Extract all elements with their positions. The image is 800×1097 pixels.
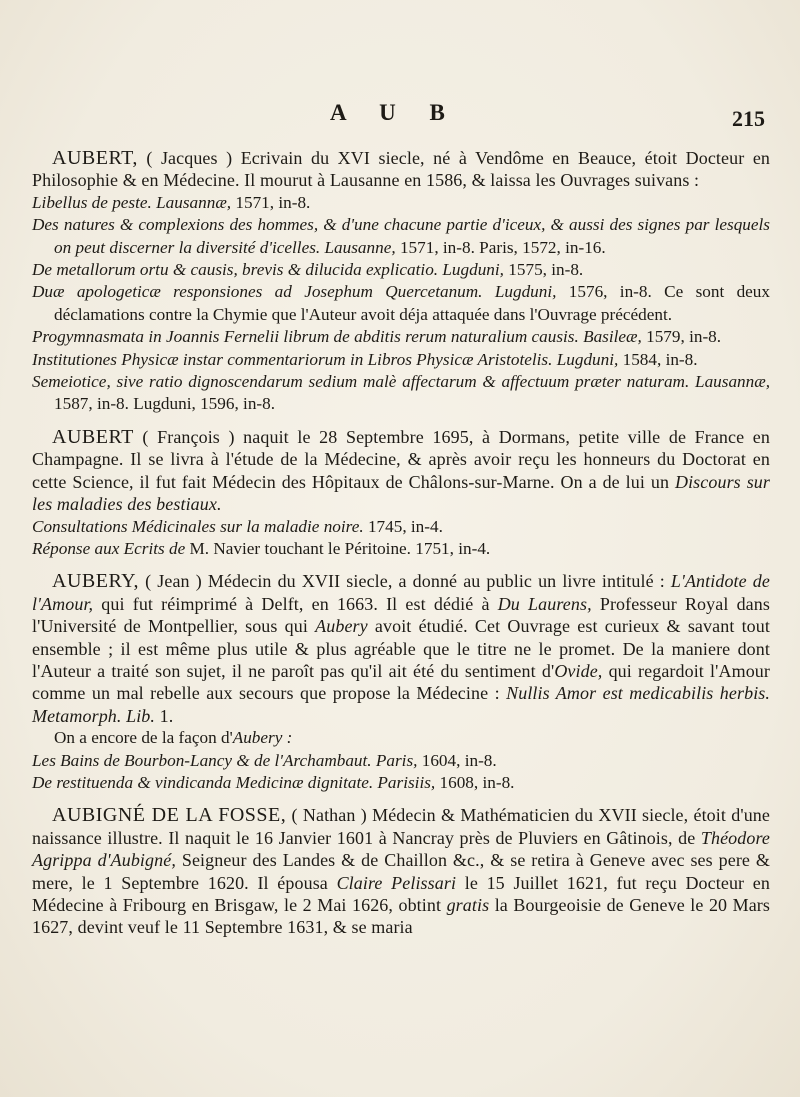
work-item: De metallorum ortu & causis, brevis & dilucida explicatio. Lugduni, 1575, in-8. — [32, 260, 584, 280]
work-item: Libellus de peste. Lausannæ, 1571, in-8. — [32, 192, 311, 212]
entry-lead: AUBERT, ( Jacques ) Ecrivain du XVI siecle, né à Vendôme en Beauce, étoit Docteur en Philosophie & en Médecine. Il mourut à Lausanne en 1586, & laissa les Ouvrages suivans : — [32, 147, 771, 191]
work-item: Réponse aux Ecrits de M. Navier touchant le Péritoine. 1751, in-4. — [32, 538, 491, 558]
work-item: Les Bains de Bourbon-Lancy & de l'Archambaut. Paris, 1604, in-8. — [32, 750, 497, 770]
entry-lead: AUBERY, ( Jean ) Médecin du XVII siecle, a donné au public un livre intitulé : L'Antidote de l'Amour, qui fut réimprimé à Delft, en 1663. Il est dédié à Du Laurens, Professeur Royal dans l'Université de Montpellier, sous qui Aubery avoit étudié. Cet Ouvrage est curieux & savant tout ensemble ; il est même plus utile & plus agréable que le titre ne le promet. De la maniere dont l'Auteur a traité son sujet, il ne paroît pas qu'il ait été du sentiment d'Ovide, qui regardoit l'Amour comme un mal rebelle aux secours que propose la Médecine : Nullis Amor est medicabilis herbis. Metamorph. Lib. 1. — [32, 570, 770, 726]
work-item: Progymnasmata in Joannis Fernelii librum de abditis rerum naturalium causis. Basileæ, 1579, in-8. — [32, 327, 722, 347]
page-header — [0, 100, 800, 140]
entry-name: AUBIGNÉ DE LA FOSSE, — [52, 804, 287, 827]
entry-note: On a encore de la façon d'Aubery : — [54, 728, 293, 748]
entry-name: AUBERT, — [52, 147, 138, 169]
work-item: Institutiones Physicæ instar commentariorum in Libros Physicæ Aristotelis. Lugduni, 1584, in-8. — [32, 349, 698, 369]
entry-lead: AUBIGNÉ DE LA FOSSE, ( Nathan ) Médecin & Mathématicien du XVII siecle, étoit d'une naissance illustre. Il naquit le 16 Janvier 1601 à Nancray près de Pluviers en Gâtinois, de Théodore Agrippa d'Aubigné, Seigneur des Landes & de Chaillon &c., & se retira à Geneve avec ses pere & mere, le 1 Septembre 1620. Il épousa Claire Pelissari le 15 Juillet 1621, fut reçu Docteur en Médecine à Fribourg en Brisgaw, le 2 Mai 1626, obtint gratis la Bourgeoisie de Geneve le 20 Mars 1627, devint veuf le 11 Septembre 1631, & se maria — [32, 804, 771, 938]
entry-aubery-jean — [32, 570, 770, 794]
entry-aubert-francois — [32, 426, 770, 560]
work-item: Semeiotice, sive ratio dignoscendarum sedium malè affectarum & affectuum præter naturam. Lausannæ, 1587, in-8. Lugduni, 1596, in-8. — [32, 372, 770, 414]
running-head: A U B — [330, 100, 459, 125]
entry-aubert-jacques — [32, 147, 770, 416]
page-body — [32, 147, 770, 949]
entry-aubigne-de-la-fosse — [32, 804, 770, 938]
work-item: De restituenda & vindicanda Medicinæ dignitate. Parisiis, 1608, in-8. — [32, 772, 515, 792]
entry-lead: AUBERT ( François ) naquit le 28 Septembre 1695, à Dormans, petite ville de France en Champagne. Il se livra à l'étude de la Médecine, & après avoir reçu les honneurs du Doctorat en cette Science, il fut fait Médecin des Hôpitaux de Châlons-sur-Marne. On a de lui un Discours sur les maladies des bestiaux. — [32, 425, 770, 515]
entry-name: AUBERY, — [52, 570, 140, 593]
work-item: Duæ apologeticæ responsiones ad Josephum Quercetanum. Lugduni, 1576, in-8. Ce sont deux déclamations contre la Chymie que l'Auteur avoit déja attaquée dans l'Ouvrage précédent. — [32, 282, 770, 324]
entry-name: AUBERT — [52, 425, 134, 448]
page-number: 215 — [732, 106, 765, 131]
work-item: Des natures & complexions des hommes, & d'une chacune partie d'iceux, & aussi des signes par lesquels on peut discerner la diversité d'icelles. Lausanne, 1571, in-8. Paris, 1572, in-16. — [32, 215, 770, 257]
work-item: Consultations Médicinales sur la maladie noire. 1745, in-4. — [32, 516, 443, 536]
